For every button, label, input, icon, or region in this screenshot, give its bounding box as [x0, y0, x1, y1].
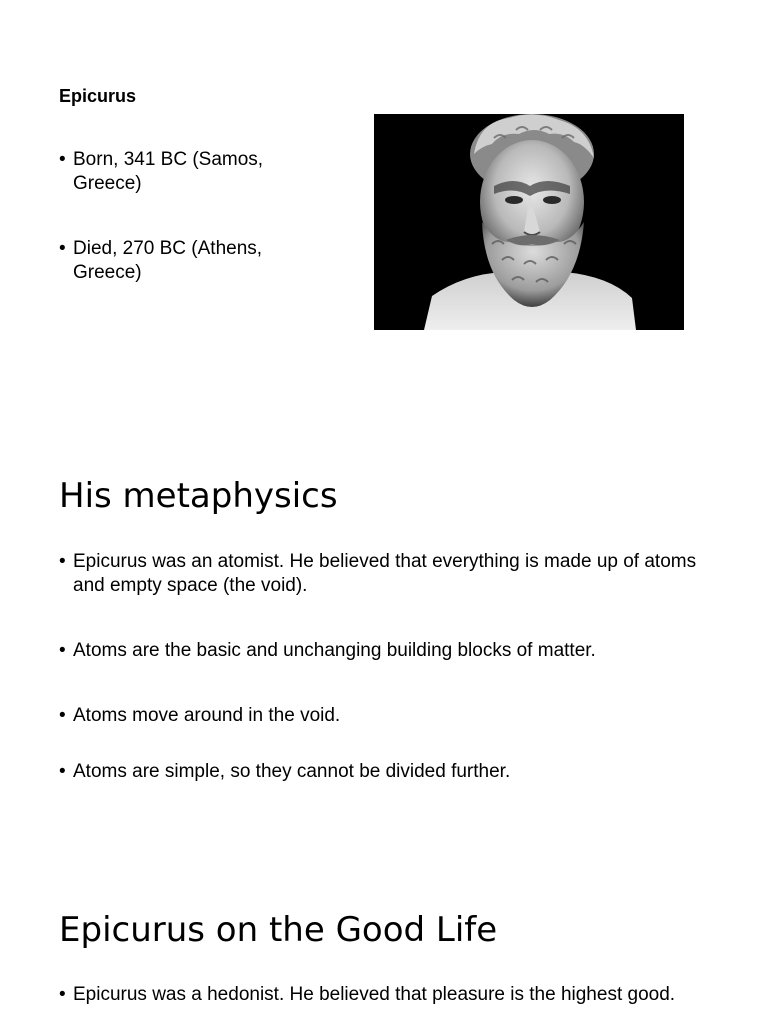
- section-heading-good-life: Epicurus on the Good Life: [59, 910, 498, 950]
- bullet-building-blocks: • Atoms are the basic and unchanging building blocks of matter.: [59, 639, 719, 663]
- bio-bullet-list: [59, 148, 299, 285]
- bullet-atoms-move: • Atoms move around in the void.: [59, 704, 719, 728]
- epicurus-bust-image: [374, 114, 684, 330]
- bullet-born: • Born, 341 BC (Samos, Greece): [59, 148, 299, 196]
- good-life-bullet-list: [59, 983, 749, 1007]
- bullet-atomist: • Epicurus was an atomist. He believed that everything is made up of atoms and empty space (the void).: [59, 550, 719, 598]
- slide-title: Epicurus: [59, 86, 137, 106]
- bust-illustration: [374, 114, 684, 330]
- bullet-died: • Died, 270 BC (Athens, Greece): [59, 237, 299, 285]
- metaphysics-bullet-list: [59, 550, 719, 784]
- section-heading-metaphysics: His metaphysics: [59, 476, 338, 516]
- bullet-hedonist: • Epicurus was a hedonist. He believed that pleasure is the highest good.: [59, 983, 749, 1007]
- bullet-atoms-simple: • Atoms are simple, so they cannot be divided further.: [59, 760, 719, 784]
